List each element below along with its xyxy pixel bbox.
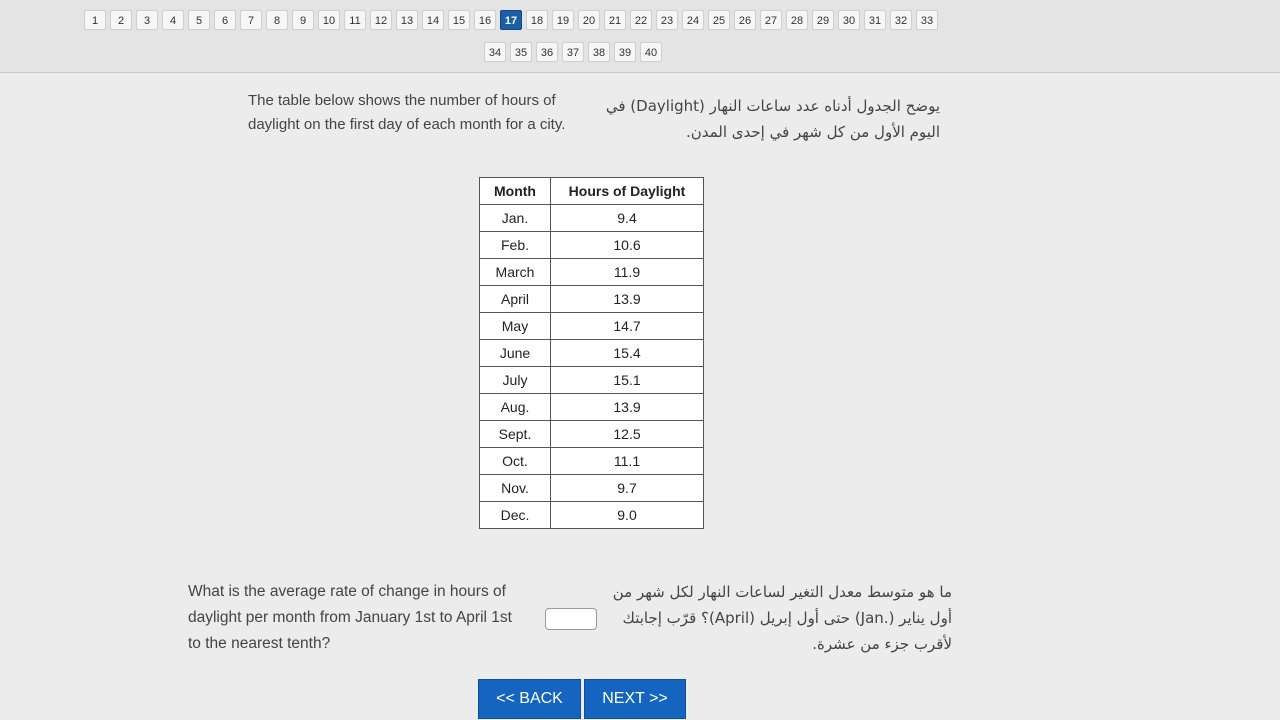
question-text-english: What is the average rate of change in hours of daylight per month from January 1st to April 1st to the nearest tenth? bbox=[188, 583, 512, 652]
page-button-32[interactable]: 32 bbox=[890, 10, 912, 30]
page-button-6[interactable]: 6 bbox=[214, 10, 236, 30]
page-button-31[interactable]: 31 bbox=[864, 10, 886, 30]
page-button-34[interactable]: 34 bbox=[484, 42, 506, 62]
month-cell: Nov. bbox=[480, 475, 551, 502]
hours-cell: 15.1 bbox=[551, 367, 704, 394]
hours-cell: 14.7 bbox=[551, 313, 704, 340]
month-cell: Sept. bbox=[480, 421, 551, 448]
month-cell: Oct. bbox=[480, 448, 551, 475]
header-hours: Hours of Daylight bbox=[551, 178, 704, 205]
page-button-20[interactable]: 20 bbox=[578, 10, 600, 30]
page-button-2[interactable]: 2 bbox=[110, 10, 132, 30]
page-button-27[interactable]: 27 bbox=[760, 10, 782, 30]
page-button-17[interactable]: 17 bbox=[500, 10, 522, 30]
page-button-39[interactable]: 39 bbox=[614, 42, 636, 62]
table-row bbox=[480, 448, 704, 475]
hours-cell: 11.1 bbox=[551, 448, 704, 475]
page-button-21[interactable]: 21 bbox=[604, 10, 626, 30]
intro-text-english: The table below shows the number of hours of daylight on the first day of each month for a city. bbox=[248, 92, 566, 133]
page-button-10[interactable]: 10 bbox=[318, 10, 340, 30]
table-row bbox=[480, 313, 704, 340]
header-month: Month bbox=[480, 178, 551, 205]
daylight-table bbox=[479, 177, 704, 529]
page-button-36[interactable]: 36 bbox=[536, 42, 558, 62]
answer-input[interactable] bbox=[545, 608, 597, 630]
table-row bbox=[480, 394, 704, 421]
page-button-25[interactable]: 25 bbox=[708, 10, 730, 30]
page-button-24[interactable]: 24 bbox=[682, 10, 704, 30]
table-body bbox=[480, 205, 704, 529]
page-button-33[interactable]: 33 bbox=[916, 10, 938, 30]
table-row bbox=[480, 286, 704, 313]
question-text-arabic: ما هو متوسط معدل التغير لساعات النهار لكل شهر من أول يناير (.Jan) حتى أول إبريل (April)؟ قرّب إجابتك لأقرب جزء من عشرة. bbox=[612, 583, 952, 653]
month-cell: Dec. bbox=[480, 502, 551, 529]
page-button-11[interactable]: 11 bbox=[344, 10, 366, 30]
page-button-18[interactable]: 18 bbox=[526, 10, 548, 30]
pagination-row-1 bbox=[84, 10, 938, 30]
page-button-12[interactable]: 12 bbox=[370, 10, 392, 30]
table-row bbox=[480, 259, 704, 286]
page-button-8[interactable]: 8 bbox=[266, 10, 288, 30]
hours-cell: 13.9 bbox=[551, 286, 704, 313]
page-button-16[interactable]: 16 bbox=[474, 10, 496, 30]
hours-cell: 9.7 bbox=[551, 475, 704, 502]
pagination-row-2 bbox=[484, 42, 662, 62]
hours-cell: 15.4 bbox=[551, 340, 704, 367]
hours-cell: 9.4 bbox=[551, 205, 704, 232]
intro-text-arabic: يوضح الجدول أدناه عدد ساعات النهار (Daylight) في اليوم الأول من كل شهر في إحدى المدن. bbox=[605, 97, 940, 141]
month-cell: March bbox=[480, 259, 551, 286]
page-button-40[interactable]: 40 bbox=[640, 42, 662, 62]
table-header-row bbox=[480, 178, 704, 205]
table-row bbox=[480, 502, 704, 529]
question-panel bbox=[0, 73, 1280, 720]
month-cell: April bbox=[480, 286, 551, 313]
page-button-15[interactable]: 15 bbox=[448, 10, 470, 30]
page-button-26[interactable]: 26 bbox=[734, 10, 756, 30]
page-button-28[interactable]: 28 bbox=[786, 10, 808, 30]
page-button-5[interactable]: 5 bbox=[188, 10, 210, 30]
page-button-4[interactable]: 4 bbox=[162, 10, 184, 30]
hours-cell: 11.9 bbox=[551, 259, 704, 286]
page-button-23[interactable]: 23 bbox=[656, 10, 678, 30]
page-button-35[interactable]: 35 bbox=[510, 42, 532, 62]
table-row bbox=[480, 475, 704, 502]
page-button-14[interactable]: 14 bbox=[422, 10, 444, 30]
hours-cell: 10.6 bbox=[551, 232, 704, 259]
month-cell: June bbox=[480, 340, 551, 367]
table-row bbox=[480, 205, 704, 232]
page-button-37[interactable]: 37 bbox=[562, 42, 584, 62]
table-row bbox=[480, 367, 704, 394]
month-cell: July bbox=[480, 367, 551, 394]
table-row bbox=[480, 232, 704, 259]
page-button-38[interactable]: 38 bbox=[588, 42, 610, 62]
month-cell: Feb. bbox=[480, 232, 551, 259]
page-button-13[interactable]: 13 bbox=[396, 10, 418, 30]
table-row bbox=[480, 340, 704, 367]
table-row bbox=[480, 421, 704, 448]
hours-cell: 12.5 bbox=[551, 421, 704, 448]
next-button[interactable]: NEXT >> bbox=[584, 679, 686, 719]
page-button-30[interactable]: 30 bbox=[838, 10, 860, 30]
back-button[interactable]: << BACK bbox=[478, 679, 581, 719]
month-cell: May bbox=[480, 313, 551, 340]
month-cell: Jan. bbox=[480, 205, 551, 232]
page-button-19[interactable]: 19 bbox=[552, 10, 574, 30]
page-button-29[interactable]: 29 bbox=[812, 10, 834, 30]
page-button-9[interactable]: 9 bbox=[292, 10, 314, 30]
top-bar bbox=[0, 0, 1280, 73]
page-button-22[interactable]: 22 bbox=[630, 10, 652, 30]
page-button-1[interactable]: 1 bbox=[84, 10, 106, 30]
hours-cell: 13.9 bbox=[551, 394, 704, 421]
month-cell: Aug. bbox=[480, 394, 551, 421]
page-button-3[interactable]: 3 bbox=[136, 10, 158, 30]
page-button-7[interactable]: 7 bbox=[240, 10, 262, 30]
hours-cell: 9.0 bbox=[551, 502, 704, 529]
